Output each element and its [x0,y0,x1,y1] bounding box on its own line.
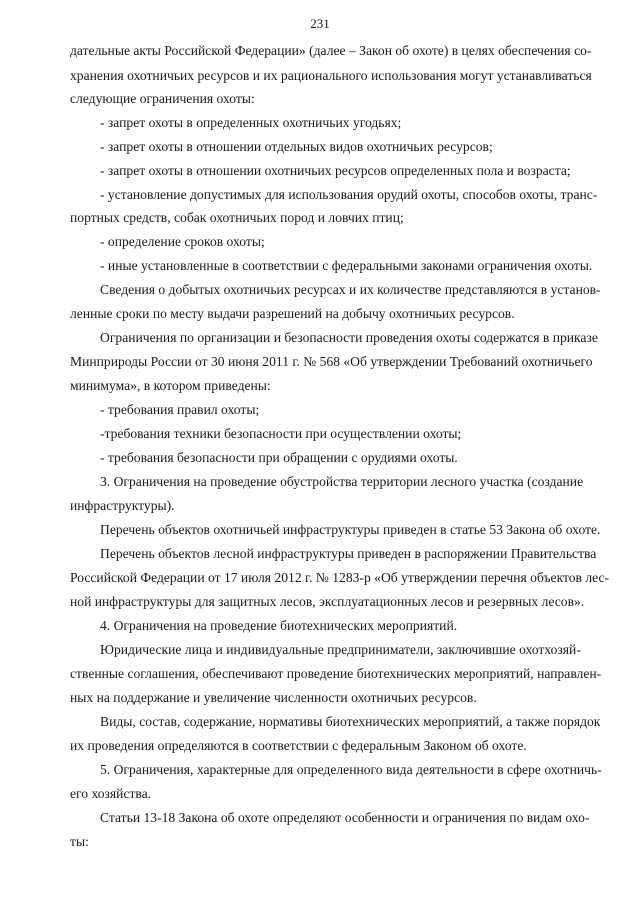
text-line: инфраструктуры). [70,498,175,513]
text-line: дательные акты Российской Федерации» (далее – Закон об охоте) в целях обеспечения со- [70,43,592,58]
list-item: - иные установленные в соответствии с федеральными законами ограничения охоты. [100,258,593,273]
paragraph-first-line: Перечень объектов лесной инфраструктуры приведен в распоряжении Правительства [100,546,597,561]
paragraph-first-line: Ограничения по организации и безопасности проведения охоты содержатся в приказе [100,330,598,345]
list-item: -требования техники безопасности при осуществлении охоты; [100,426,462,441]
paragraph-first-line: Сведения о добытых охотничьих ресурсах и их количестве представляются в установ- [100,282,601,297]
text-line: ленные сроки по месту выдачи разрешений на добычу охотничьих ресурсов. [70,306,515,321]
text-line: ных на поддержание и увеличение численности охотничьих ресурсов. [70,690,477,705]
text-line: ственные соглашения, обеспечивают проведение биотехнических мероприятий, направлен- [70,666,602,681]
paragraph-first-line: Виды, состав, содержание, нормативы биотехнических мероприятий, а также порядок [100,714,601,729]
section-heading: 5. Ограничения, характерные для определенного вида деятельности в сфере охотничь- [100,762,602,777]
page-number: 231 [310,16,330,31]
text-line: его хозяйства. [70,786,152,801]
text-line: их проведения определяются в соответствии с федеральным Законом об охоте. [70,738,527,753]
list-item: - запрет охоты в отношении охотничьих ресурсов определенных пола и возраста; [100,163,571,178]
list-item: - установление допустимых для использования орудий охоты, способов охоты, транс- [100,187,598,202]
paragraph-first-line: Перечень объектов охотничьей инфраструктуры приведен в статье 53 Закона об охоте. [100,522,601,537]
text-line: ной инфраструктуры для защитных лесов, эксплуатационных лесов и резервных лесов». [70,594,585,609]
list-item: - определение сроков охоты; [100,234,265,249]
text-line: хранения охотничьих ресурсов и их рационального использования могут устанавливаться [70,68,592,83]
text-line: следующие ограничения охоты: [70,91,255,106]
list-item: - запрет охоты в определенных охотничьих угодьях; [100,115,402,130]
list-item: - требования безопасности при обращении с орудиями охоты. [100,450,458,465]
text-line: ты: [70,834,89,849]
paragraph-first-line: Статьи 13-18 Закона об охоте определяют особенности и ограничения по видам охо- [100,810,590,825]
list-item: - требования правил охоты; [100,402,260,417]
list-item: - запрет охоты в отношении отдельных видов охотничьих ресурсов; [100,139,493,154]
text-line: портных средств, собак охотничьих пород и ловчих птиц; [70,210,404,225]
text-line: Российской Федерации от 17 июля 2012 г. № 1283-р «Об утверждении перечня объектов лес- [70,570,610,585]
section-heading: 3. Ограничения на проведение обустройства территории лесного участка (создание [100,474,584,489]
text-line: минимума», в котором приведены: [70,378,271,393]
section-heading: 4. Ограничения на проведение биотехнических мероприятий. [100,618,458,633]
paragraph-first-line: Юридические лица и индивидуальные предприниматели, заключившие охотхозяй- [100,642,581,657]
text-line: Минприроды России от 30 июня 2011 г. № 568 «Об утверждении Требований охотничьего [70,354,593,369]
